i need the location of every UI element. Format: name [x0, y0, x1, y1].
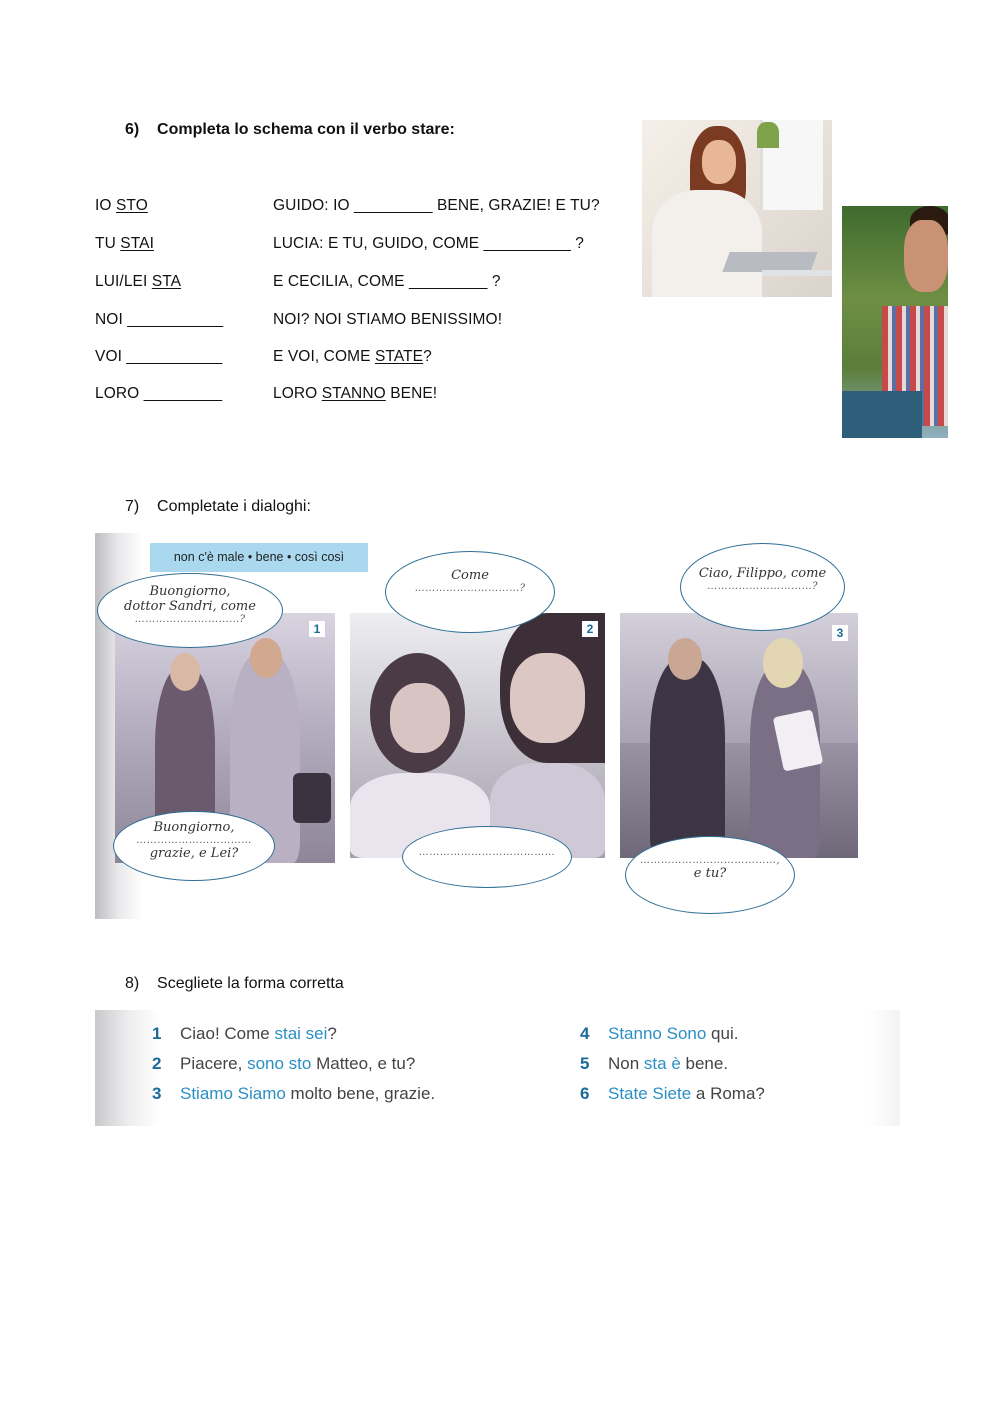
- ex8-number: 8): [125, 975, 140, 992]
- item-options[interactable]: sono sto: [247, 1054, 312, 1073]
- table-row-right: [273, 385, 437, 403]
- table-row-left: [95, 311, 223, 329]
- item-text: molto bene, grazie.: [285, 1084, 436, 1103]
- ex8-heading: [125, 975, 344, 993]
- item-number: 5: [580, 1054, 590, 1073]
- row-left-underlined: STAI: [120, 235, 154, 252]
- item-options[interactable]: Stiamo Siamo: [180, 1084, 286, 1103]
- row-left-text: LORO _________: [95, 385, 223, 402]
- panel-number-1: 1: [309, 621, 325, 637]
- man-reading-photo: [842, 206, 948, 438]
- bubble-blank: ……………………………: [136, 835, 252, 846]
- panel-number-3: 3: [832, 625, 848, 641]
- row-right-text: E CECILIA, COME _________ ?: [273, 273, 501, 290]
- ex7-heading: [125, 498, 311, 516]
- ex6-number: 6): [125, 121, 140, 138]
- row-right-text: LUCIA: E TU, GUIDO, COME __________ ?: [273, 235, 584, 252]
- item-text: Matteo, e tu?: [311, 1054, 416, 1073]
- row-right-text: NOI? NOI STIAMO BENISSIMO!: [273, 311, 503, 328]
- speech-bubble-3-bottom: [625, 836, 795, 914]
- ex7-title: Completate i dialoghi:: [157, 498, 311, 515]
- comic-panel-2: [350, 613, 605, 858]
- list-item: [152, 1024, 337, 1044]
- bubble-blank: …………………………?: [707, 581, 818, 592]
- item-options[interactable]: State Siete: [608, 1084, 692, 1103]
- bubble-text: Buongiorno,: [149, 584, 231, 599]
- row-right-underlined: STATE: [374, 348, 424, 365]
- woman-laptop-photo: [642, 120, 832, 297]
- bubble-text: Come: [451, 568, 489, 583]
- list-item: [580, 1024, 738, 1044]
- item-text: qui.: [706, 1024, 739, 1043]
- row-right-suffix: ?: [423, 348, 432, 365]
- bubble-blank: …………………………………,: [639, 855, 781, 866]
- item-text: Ciao! Come: [180, 1024, 275, 1043]
- item-text: ?: [327, 1024, 337, 1043]
- item-number: 1: [152, 1024, 162, 1043]
- row-left-text: TU: [95, 235, 121, 252]
- row-right-text: LORO: [273, 385, 322, 402]
- choice-exercise-box: [95, 1010, 900, 1126]
- row-left-underlined: STO: [115, 197, 148, 214]
- item-text: Non: [608, 1054, 644, 1073]
- comic-panel-3: [620, 613, 858, 858]
- list-item: [580, 1054, 728, 1074]
- bubble-blank: …………………………?: [134, 614, 246, 625]
- bubble-blank: …………………………?: [414, 583, 526, 594]
- list-item: [580, 1084, 765, 1104]
- list-item: [152, 1054, 415, 1074]
- bubble-text: Buongiorno,: [153, 820, 235, 835]
- bubble-blank: …………………………………: [418, 847, 556, 858]
- row-left-text: VOI ___________: [95, 348, 223, 365]
- item-options[interactable]: Stanno Sono: [608, 1024, 707, 1043]
- row-left-text: IO: [95, 197, 116, 214]
- ex8-title: Scegliete la forma corretta: [157, 975, 344, 992]
- row-right-text: GUIDO: IO _________ BENE, GRAZIE! E TU?: [273, 197, 600, 214]
- table-row-left: [95, 235, 154, 253]
- row-right-underlined: STANNO: [321, 385, 386, 402]
- row-right-text: E VOI, COME: [273, 348, 375, 365]
- item-text: Piacere,: [180, 1054, 248, 1073]
- item-options[interactable]: stai sei: [274, 1024, 328, 1043]
- speech-bubble-2-top: [385, 551, 555, 633]
- item-options[interactable]: sta è: [643, 1054, 681, 1073]
- speech-bubble-1-top: [97, 573, 283, 648]
- row-left-text: NOI ___________: [95, 311, 224, 328]
- dialogue-comic-strip: [95, 533, 885, 919]
- table-row-right: [273, 311, 502, 329]
- item-number: 6: [580, 1084, 590, 1103]
- speech-bubble-3-top: [680, 543, 845, 631]
- row-left-text: LUI/LEI: [95, 273, 152, 290]
- table-row-right: [273, 235, 584, 253]
- table-row-right: [273, 348, 432, 366]
- word-bank: non c'è male • bene • così così: [150, 543, 368, 572]
- bubble-text: grazie, e Lei?: [149, 846, 239, 861]
- list-item: [152, 1084, 435, 1104]
- speech-bubble-2-bottom: [402, 826, 572, 888]
- table-row-right: [273, 197, 600, 215]
- bubble-text: Ciao, Filippo, come: [698, 566, 827, 581]
- ex6-title: Completa lo schema con il verbo stare:: [157, 121, 455, 138]
- table-row-left: [95, 273, 181, 291]
- item-number: 2: [152, 1054, 162, 1073]
- ex7-number: 7): [125, 498, 140, 515]
- ex6-heading: [125, 121, 455, 139]
- bubble-text: e tu?: [693, 866, 727, 881]
- table-row-left: [95, 385, 222, 403]
- row-right-suffix: BENE!: [385, 385, 438, 402]
- table-row-left: [95, 348, 222, 366]
- table-row-left: [95, 197, 148, 215]
- item-number: 4: [580, 1024, 590, 1043]
- item-number: 3: [152, 1084, 162, 1103]
- bubble-text: dottor Sandri, come: [124, 599, 256, 614]
- panel-number-2: 2: [582, 621, 598, 637]
- table-row-right: [273, 273, 501, 291]
- item-text: bene.: [680, 1054, 729, 1073]
- row-left-underlined: STA: [151, 273, 182, 290]
- item-text: a Roma?: [691, 1084, 765, 1103]
- speech-bubble-1-bottom: [113, 811, 275, 881]
